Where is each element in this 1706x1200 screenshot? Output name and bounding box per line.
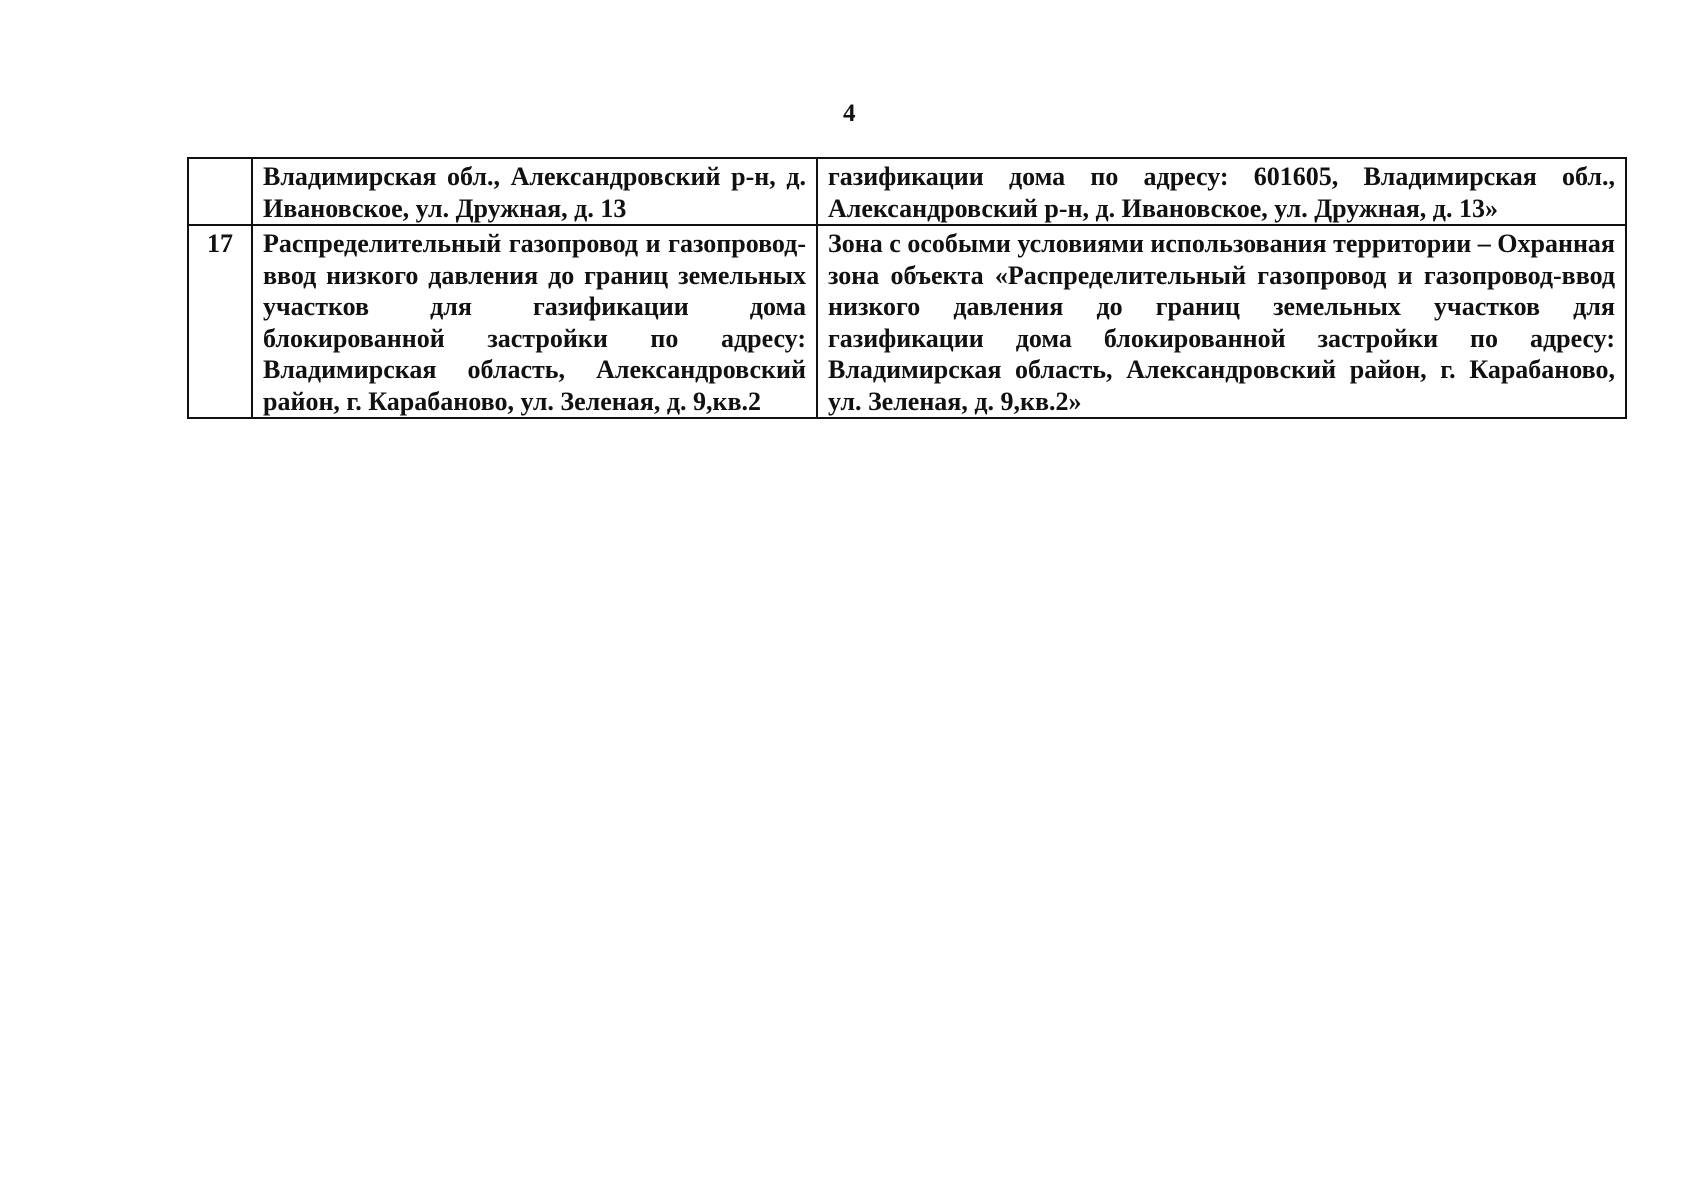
zone-cell: Зона с особыми условиями использования территории – Охранная зона объекта «Распределительный газопровод и газопровод-ввод низкого давления до границ земельных участков для газификации дома блокированной застройки по адресу: Владимирская область, Александровский район, г. Карабаново, ул. Зеленая, д. 9,кв.2» [817,225,1626,418]
zone-cell: газификации дома по адресу: 601605, Владимирская обл., Александровский р-н, д. Ивановское, ул. Дружная, д. 13» [817,158,1626,225]
row-number: 17 [188,225,252,418]
table-row [188,158,1626,225]
object-cell: Распределительный газопровод и газопровод-ввод низкого давления до границ земельных участков для газификации дома блокированной застройки по адресу: Владимирская область, Александровский район, г. Карабаново, ул. Зеленая, д. 9,кв.2 [252,225,817,418]
object-cell: Владимирская обл., Александровский р-н, д. Ивановское, ул. Дружная, д. 13 [252,158,817,225]
table-row [188,225,1626,418]
row-number [188,158,252,225]
zones-table [187,157,1627,419]
page-number: 4 [843,100,856,127]
